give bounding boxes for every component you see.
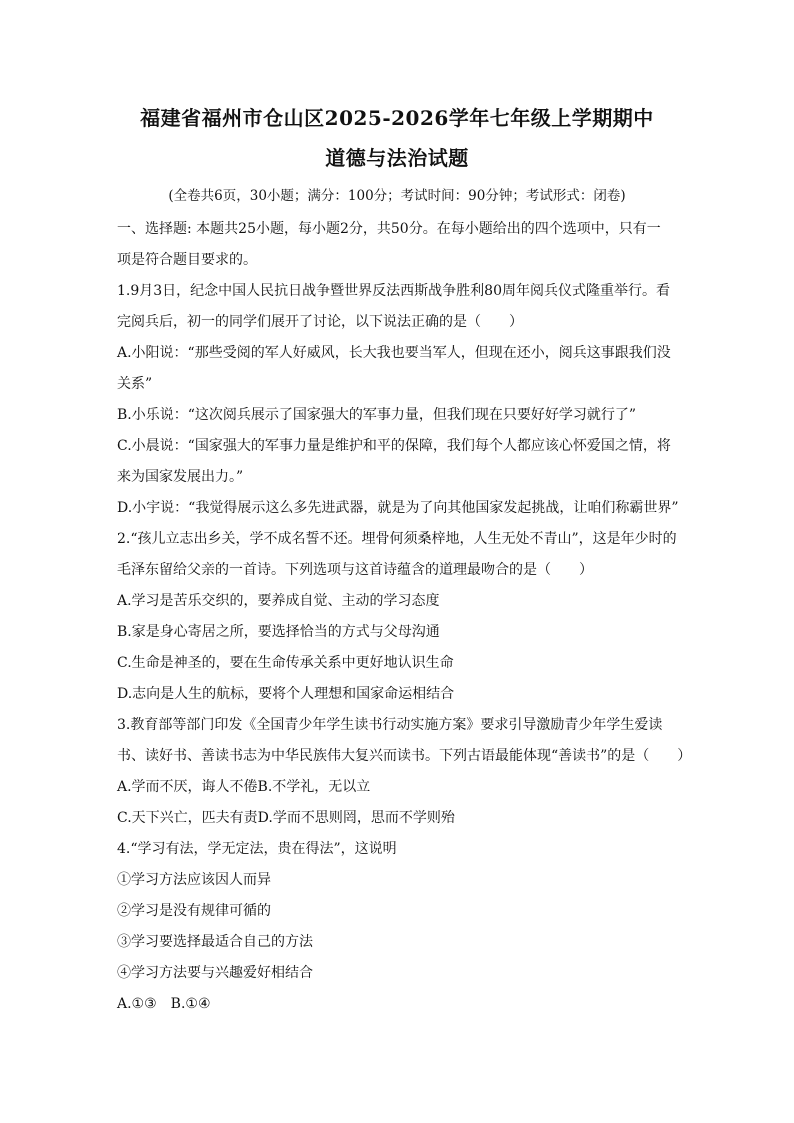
text-line: ④学习方法要与兴趣爱好相结合 — [117, 965, 313, 981]
text-line: B.家是身心寄居之所，要选择恰当的方式与父母沟通 — [117, 624, 440, 640]
text-line: A.小阳说：“那些受阅的军人好威风，长大我也要当军人，但现在还小，阅兵这事跟我们没 — [117, 345, 671, 361]
text-line: 来为国家发展出力。” — [117, 469, 244, 485]
exam-title-line1: 福建省福州市仓山区2025-2026学年七年级上学期期中 — [140, 106, 654, 130]
text-line: 1.9月3日，纪念中国人民抗日战争暨世界反法西斯战争胜利80周年阅兵仪式隆重举行。看 — [117, 283, 670, 299]
exam-meta: (全卷共6页，30小题；满分：100分；考试时间：90分钟；考试形式：闭卷) — [168, 188, 626, 204]
text-line: ①学习方法应该因人而异 — [117, 872, 271, 888]
text-line: D.小宇说：“我觉得展示这么多先进武器，就是为了向其他国家发起挑战，让咱们称霸世界” — [117, 500, 679, 516]
text-line: 毛泽东留给父亲的一首诗。下列选项与这首诗蕴含的道理最吻合的是（ ） — [117, 562, 593, 578]
text-line: A.学习是苦乐交织的，要养成自觉、主动的学习态度 — [117, 593, 440, 609]
text-line: 4.“学习有法，学无定法，贵在得法”，这说明 — [117, 841, 397, 857]
text-line: ③学习要选择最适合自己的方法 — [117, 934, 313, 950]
text-line: 一、选择题: 本题共25小题，每小题2分，共50分。在每小题给出的四个选项中，只有一 — [117, 221, 661, 237]
text-line: 2.“孩儿立志出乡关，学不成名誓不还。埋骨何须桑梓地，人生无处不青山”，这是年少时的 — [117, 531, 677, 547]
text-line: A.学而不厌，诲人不倦B.不学礼，无以立 — [117, 779, 371, 795]
text-line: B.小乐说：“这次阅兵展示了国家强大的军事力量，但我们现在只要好好学习就行了” — [117, 407, 637, 423]
exam-body — [117, 214, 692, 1020]
text-line: C.天下兴亡，匹夫有责D.学而不思则罔，思而不学则殆 — [117, 810, 455, 826]
exam-title-line2: 道德与法治试题 — [325, 146, 469, 170]
text-line: 项是符合题目要求的。 — [117, 252, 257, 268]
text-line: D.志向是人生的航标，要将个人理想和国家命运相结合 — [117, 686, 455, 702]
text-line: 关系” — [117, 376, 153, 392]
text-line: ②学习是没有规律可循的 — [117, 903, 271, 919]
text-line: 完阅兵后，初一的同学们展开了讨论，以下说法正确的是（ ） — [117, 314, 523, 330]
text-line: C.小晨说：“国家强大的军事力量是维护和平的保障，我们每个人都应该心怀爱国之情，将 — [117, 438, 671, 454]
text-line: 书、读好书、善读书志为中华民族伟大复兴而读书。下列古语最能体现“善读书”的是（ ） — [117, 748, 692, 764]
text-line: A.①③ B.①④ — [117, 996, 211, 1012]
text-line: 3.教育部等部门印发《全国青少年学生读书行动实施方案》要求引导激励青少年学生爱读 — [117, 717, 663, 733]
text-line: C.生命是神圣的，要在生命传承关系中更好地认识生命 — [117, 655, 454, 671]
